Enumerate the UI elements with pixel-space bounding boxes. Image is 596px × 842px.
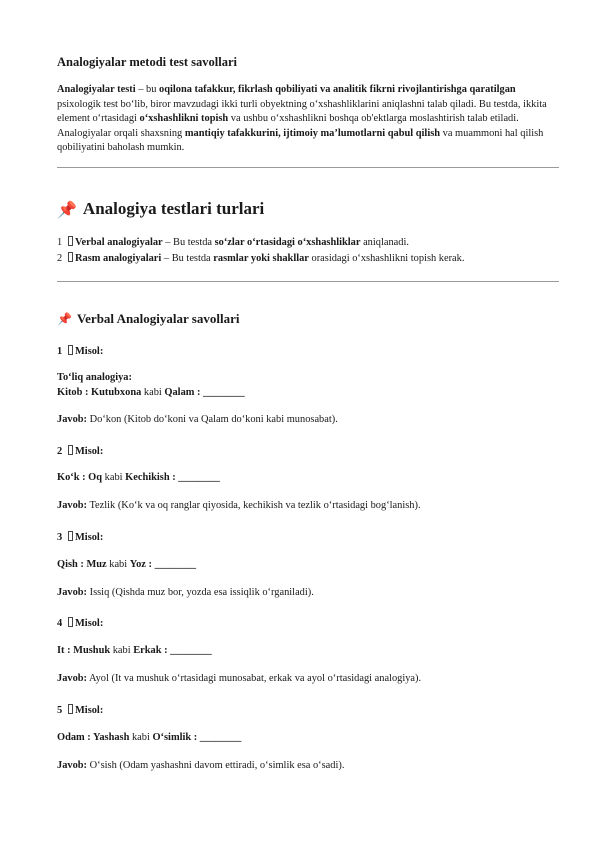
list-item — [57, 236, 409, 248]
example-label-text: Misol: — [75, 532, 104, 543]
list-number: 1 — [57, 237, 63, 248]
answer-text: Tezlik (Ko‘k va oq ranglar qiyosida, kechikish va tezlik o‘rtasidagi bog‘lanish). — [87, 500, 421, 511]
intro-run: oqilona tafakkur, fikrlash qobiliyati va analitik fikrni rivojlantirishga qaratilgan — [159, 84, 516, 95]
question-kabi: kabi — [110, 645, 134, 656]
question-kabi: kabi — [106, 559, 130, 570]
answer-text: Issiq (Qishda muz bor, yozda esa issiqlik o‘rganiladi). — [87, 587, 314, 598]
question-pair: It : Mushuk — [57, 645, 111, 656]
question-pair: Yoz : ________ — [129, 559, 197, 570]
question-kabi: kabi — [129, 732, 153, 743]
list-run: Verbal analogiyalar — [75, 237, 163, 248]
list-run: – Bu testda — [161, 253, 214, 264]
section-title: Verbal Analogiyalar savollari — [76, 311, 240, 326]
example-label — [57, 617, 103, 629]
example-label — [57, 531, 103, 543]
example-label — [57, 345, 103, 357]
example-answer — [57, 500, 421, 511]
pushpin-icon: 📌 — [57, 199, 77, 219]
intro-run: va ushbu o‘xshashlikni boshqa ob'ektlarga moslashtirish talab etiladi. Analogiyalar orqali shaxsning — [57, 113, 519, 139]
list-run: Rasm analogiyalari — [75, 253, 162, 264]
example-answer — [57, 414, 338, 425]
question-kabi: kabi — [141, 387, 165, 398]
question-pair: Qalam : ________ — [164, 387, 245, 398]
bullet-box-icon — [68, 445, 73, 455]
example-answer — [57, 673, 421, 684]
example-question — [57, 645, 212, 656]
question-pair: Kechikish : ________ — [125, 472, 220, 483]
answer-label: Javob: — [57, 500, 88, 511]
pushpin-icon: 📌 — [57, 312, 72, 326]
bullet-box-icon — [68, 236, 73, 246]
example-question — [57, 472, 220, 483]
intro-run: mantiqiy tafakkurini, ijtimoiy ma’lumotlarni qabul qilish — [184, 127, 441, 139]
bullet-box-icon — [68, 617, 73, 627]
intro-run: Analogiyalar testi — [57, 84, 136, 95]
example-question — [57, 559, 196, 570]
bullet-box-icon — [68, 531, 73, 541]
horizontal-divider — [57, 167, 559, 168]
section-heading-types — [57, 199, 264, 219]
example-label-text: Misol: — [75, 705, 104, 716]
answer-text: O‘sish (Odam yashashni davom ettiradi, o‘simlik esa o‘sadi). — [87, 760, 345, 771]
intro-run: va muammoni hal qilish qobiliyatini baholash mumkin. — [57, 127, 544, 154]
question-pair: Erkak : ________ — [133, 645, 212, 656]
example-number: 2 — [57, 446, 63, 457]
section-heading-verbal — [57, 311, 239, 327]
bullet-box-icon — [68, 252, 73, 262]
question-pair: Odam : Yashash — [57, 732, 130, 743]
question-kabi: kabi — [102, 472, 126, 483]
answer-text: Ayol (It va mushuk o‘rtasidagi munosabat, erkak va ayol o‘rtasidagi analogiya). — [87, 673, 422, 684]
example-label — [57, 445, 103, 457]
question-pair: Ko‘k : Oq — [57, 472, 103, 483]
example-number: 3 — [57, 532, 63, 543]
list-run: – Bu testda — [162, 237, 215, 248]
example-label-text: Misol: — [75, 446, 104, 457]
question-pair: Qish : Muz — [57, 559, 107, 570]
example-question — [57, 387, 245, 398]
bullet-box-icon — [68, 345, 73, 355]
intro-paragraph — [57, 83, 559, 156]
example-label — [57, 704, 103, 716]
horizontal-divider — [57, 281, 559, 282]
example-label-text: Misol: — [75, 618, 104, 629]
answer-label: Javob: — [57, 414, 88, 425]
list-run: orasidagi o‘xshashlikni topish kerak. — [308, 253, 465, 264]
list-item — [57, 252, 464, 264]
example-subheading: To‘liq analogiya: — [57, 372, 132, 383]
intro-run: psixologik test bo‘lib, biror mavzudagi ikki turli obyektning o‘xshashliklarini aniqlashni talab qiladi. Bu testda, ikkita element o‘rtasidagi — [57, 98, 547, 125]
intro-run: o‘xshashlikni topish — [139, 113, 229, 125]
question-pair: Kitob : Kutubxona — [57, 387, 142, 398]
example-label-text: Misol: — [75, 346, 104, 357]
list-run: aniqlanadi. — [360, 237, 409, 248]
document-title: Analogiyalar metodi test savollari — [57, 55, 237, 69]
bullet-box-icon — [68, 704, 73, 714]
list-run: so‘zlar o‘rtasidagi o‘xshashliklar — [214, 237, 361, 248]
section-title: Analogiya testlari turlari — [82, 199, 265, 218]
answer-label: Javob: — [57, 587, 88, 598]
answer-text: Do‘kon (Kitob do‘koni va Qalam do‘koni kabi munosabat). — [87, 414, 338, 425]
example-number: 5 — [57, 705, 63, 716]
example-question — [57, 732, 241, 743]
list-run: rasmlar yoki shakllar — [213, 253, 309, 264]
example-number: 1 — [57, 346, 63, 357]
example-answer — [57, 760, 344, 771]
intro-run: – bu — [135, 84, 159, 95]
answer-label: Javob: — [57, 760, 88, 771]
list-number: 2 — [57, 253, 63, 264]
question-pair: O‘simlik : ________ — [152, 732, 242, 743]
example-number: 4 — [57, 618, 63, 629]
example-answer — [57, 587, 314, 598]
answer-label: Javob: — [57, 673, 88, 684]
